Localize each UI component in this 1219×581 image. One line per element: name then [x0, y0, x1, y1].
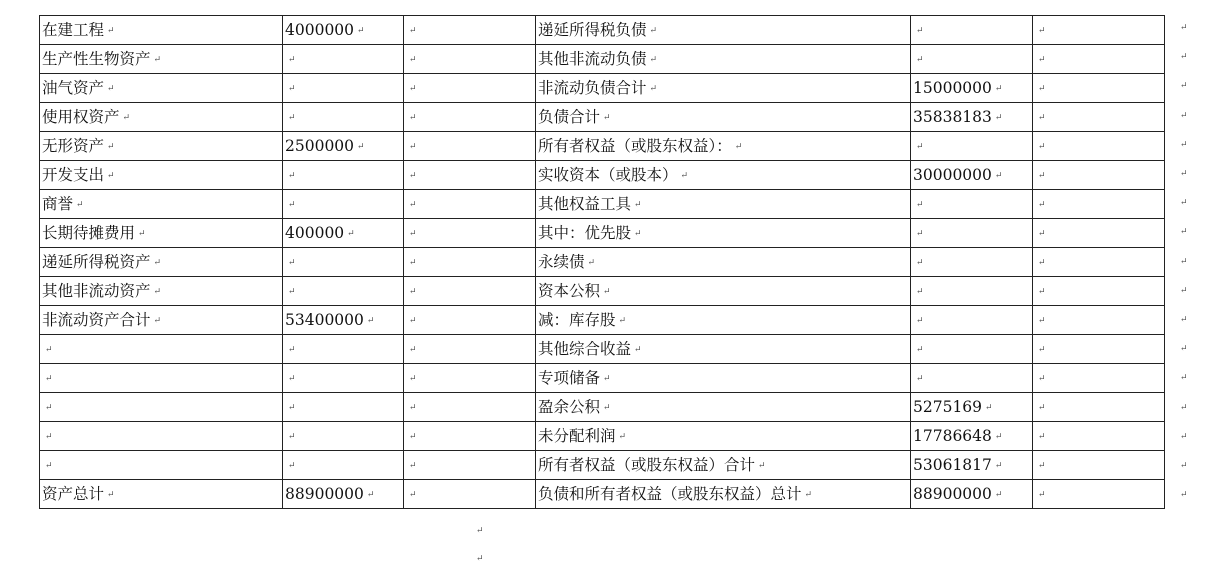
cell-end-mark: ↵: [409, 344, 417, 355]
liability-item-value-text: 30000000: [913, 166, 992, 184]
cell-end-mark: ↵: [1038, 402, 1046, 413]
liability-item-label[interactable]: [536, 480, 911, 509]
asset-item-label[interactable]: [40, 422, 283, 451]
asset-item-blank[interactable]: [404, 103, 536, 132]
cell-end-mark: ↵: [409, 228, 417, 239]
cell-end-mark: ↵: [288, 257, 296, 268]
liability-item-label-text: 所有者权益（或股东权益）：: [538, 137, 732, 155]
asset-item-blank[interactable]: [404, 277, 536, 306]
liability-item-value[interactable]: [911, 451, 1033, 480]
asset-item-blank[interactable]: [404, 190, 536, 219]
table-row: [40, 422, 1165, 451]
liability-item-value-text: 15000000: [913, 79, 992, 97]
liability-item-label-text: 其他综合收益: [538, 340, 632, 358]
asset-item-blank[interactable]: [404, 422, 536, 451]
asset-item-blank[interactable]: [404, 45, 536, 74]
liability-item-blank[interactable]: [1033, 480, 1165, 509]
liability-item-label-text: 减：库存股: [538, 311, 616, 329]
cell-end-mark: ↵: [916, 344, 924, 355]
liability-item-blank[interactable]: [1033, 393, 1165, 422]
asset-item-label[interactable]: [40, 306, 283, 335]
cell-end-mark: ↵: [409, 141, 417, 152]
liability-item-label[interactable]: [536, 306, 911, 335]
cell-end-mark: ↵: [758, 460, 766, 471]
asset-item-label-text: 资产总计: [42, 485, 105, 503]
table-row: [40, 45, 1165, 74]
cell-end-mark: ↵: [1038, 431, 1046, 442]
balance-sheet-table: [39, 15, 1165, 509]
liability-item-label[interactable]: [536, 161, 911, 190]
cell-end-mark: ↵: [288, 460, 296, 471]
cell-end-mark: ↵: [1038, 170, 1046, 181]
asset-item-blank[interactable]: [404, 335, 536, 364]
liability-item-value[interactable]: [911, 132, 1033, 161]
row-end-mark: ↵: [1180, 373, 1188, 384]
cell-end-mark: ↵: [916, 315, 924, 326]
table-row: [40, 190, 1165, 219]
asset-item-blank[interactable]: [404, 16, 536, 45]
liability-item-value[interactable]: [911, 335, 1033, 364]
liability-item-value[interactable]: [911, 422, 1033, 451]
row-end-mark: ↵: [1180, 461, 1188, 471]
cell-end-mark: ↵: [916, 141, 924, 152]
liability-item-label-text: 永续债: [538, 253, 585, 271]
table-row: [40, 103, 1165, 132]
cell-end-mark: ↵: [1038, 112, 1046, 123]
asset-item-label-text: 油气资产: [42, 79, 105, 97]
liability-item-blank[interactable]: [1033, 422, 1165, 451]
asset-item-value[interactable]: [283, 335, 404, 364]
cell-end-mark: ↵: [409, 54, 417, 65]
liability-item-label-text: 其中：优先股: [538, 224, 632, 242]
liability-item-value[interactable]: [911, 306, 1033, 335]
cell-end-mark: ↵: [649, 25, 658, 36]
cell-end-mark: ↵: [45, 344, 53, 355]
liability-item-value-text: 88900000: [913, 485, 992, 503]
asset-item-label[interactable]: [40, 451, 283, 480]
table-row: [40, 364, 1165, 393]
cell-end-mark: ↵: [138, 228, 146, 239]
cell-end-mark: ↵: [122, 112, 131, 123]
cell-end-mark: ↵: [153, 286, 162, 297]
liability-item-label[interactable]: [536, 45, 911, 74]
cell-end-mark: ↵: [916, 286, 924, 297]
asset-item-label[interactable]: [40, 103, 283, 132]
cell-end-mark: ↵: [1038, 199, 1046, 210]
asset-item-value-text: 400000: [285, 224, 345, 242]
cell-end-mark: ↵: [804, 489, 813, 500]
cell-end-mark: ↵: [994, 431, 1003, 442]
asset-item-value-text: 53400000: [285, 311, 364, 329]
cell-end-mark: ↵: [916, 228, 924, 239]
liability-item-value[interactable]: [911, 45, 1033, 74]
asset-item-label[interactable]: [40, 132, 283, 161]
liability-item-blank[interactable]: [1033, 248, 1165, 277]
liability-item-value[interactable]: [911, 190, 1033, 219]
cell-end-mark: ↵: [288, 199, 296, 210]
cell-end-mark: ↵: [1038, 460, 1046, 471]
liability-item-label-text: 负债和所有者权益（或股东权益）总计: [538, 485, 802, 503]
balance-sheet-body: [40, 16, 1165, 509]
asset-item-label-text: 非流动资产合计: [42, 311, 151, 329]
cell-end-mark: ↵: [994, 83, 1003, 94]
cell-end-mark: ↵: [1038, 489, 1046, 500]
asset-item-blank[interactable]: [404, 219, 536, 248]
row-end-mark: ↵: [1180, 256, 1188, 267]
cell-end-mark: ↵: [409, 257, 417, 268]
cell-end-mark: ↵: [649, 54, 658, 65]
cell-end-mark: ↵: [45, 402, 53, 413]
liability-item-label-text: 盈余公积: [538, 398, 601, 416]
asset-item-label-text: 开发支出: [42, 166, 105, 184]
liability-item-blank[interactable]: [1033, 74, 1165, 103]
asset-item-value[interactable]: [283, 132, 404, 161]
cell-end-mark: ↵: [409, 489, 417, 500]
cell-end-mark: ↵: [1038, 286, 1046, 297]
cell-end-mark: ↵: [1038, 83, 1046, 94]
table-row: [40, 16, 1165, 45]
asset-item-label[interactable]: [40, 74, 283, 103]
asset-item-label-text: 无形资产: [42, 137, 105, 155]
asset-item-label[interactable]: [40, 45, 283, 74]
asset-item-blank[interactable]: [404, 74, 536, 103]
cell-end-mark: ↵: [288, 54, 296, 65]
liability-item-label-text: 递延所得税负债: [538, 21, 647, 39]
liability-item-label[interactable]: [536, 219, 911, 248]
liability-item-value[interactable]: [911, 364, 1033, 393]
liability-item-label-text: 专项储备: [538, 369, 601, 387]
liability-item-label-text: 其他非流动负债: [538, 50, 647, 68]
cell-end-mark: ↵: [107, 25, 115, 36]
cell-end-mark: ↵: [916, 373, 924, 384]
liability-item-label[interactable]: [536, 132, 911, 161]
row-end-mark: ↵: [1180, 139, 1188, 150]
liability-item-blank[interactable]: [1033, 451, 1165, 480]
cell-end-mark: ↵: [45, 373, 53, 384]
cell-end-mark: ↵: [634, 199, 642, 210]
table-row: [40, 451, 1165, 480]
cell-end-mark: ↵: [916, 257, 924, 268]
liability-item-blank[interactable]: [1033, 16, 1165, 45]
table-row: [40, 306, 1165, 335]
asset-item-value[interactable]: [283, 161, 404, 190]
liability-item-label[interactable]: [536, 393, 911, 422]
cell-end-mark: ↵: [288, 286, 296, 297]
liability-item-value[interactable]: [911, 248, 1033, 277]
asset-item-blank[interactable]: [404, 248, 536, 277]
asset-item-value[interactable]: [283, 103, 404, 132]
liability-item-value[interactable]: [911, 74, 1033, 103]
cell-end-mark: ↵: [994, 489, 1003, 500]
table-row: [40, 74, 1165, 103]
liability-item-value-text: 17786648: [913, 427, 992, 445]
cell-end-mark: ↵: [45, 460, 53, 471]
cell-end-mark: ↵: [153, 315, 162, 326]
cell-end-mark: ↵: [357, 25, 365, 36]
cell-end-mark: ↵: [1038, 257, 1046, 268]
asset-item-blank[interactable]: [404, 393, 536, 422]
table-row: [40, 219, 1165, 248]
asset-item-label[interactable]: [40, 219, 283, 248]
cell-end-mark: ↵: [153, 257, 162, 268]
cell-end-mark: ↵: [288, 83, 296, 94]
asset-item-label-text: 商誉: [42, 195, 74, 213]
row-end-mark: ↵: [1180, 402, 1188, 413]
cell-end-mark: ↵: [288, 402, 296, 413]
liability-item-label-text: 其他权益工具: [538, 195, 632, 213]
liability-item-blank[interactable]: [1033, 219, 1165, 248]
asset-item-blank[interactable]: [404, 306, 536, 335]
liability-item-blank[interactable]: [1033, 103, 1165, 132]
liability-item-blank[interactable]: [1033, 132, 1165, 161]
asset-item-value-text: 2500000: [285, 137, 355, 155]
table-row: [40, 132, 1165, 161]
asset-item-blank[interactable]: [404, 132, 536, 161]
cell-end-mark: ↵: [916, 199, 924, 210]
liability-item-value[interactable]: [911, 16, 1033, 45]
row-end-mark: ↵: [1180, 490, 1188, 501]
row-end-mark: ↵: [1180, 285, 1188, 296]
asset-item-value-text: 4000000: [285, 21, 355, 39]
cell-end-mark: ↵: [603, 402, 611, 413]
cell-end-mark: ↵: [994, 112, 1003, 123]
asset-item-label[interactable]: [40, 190, 283, 219]
cell-end-mark: ↵: [680, 170, 689, 181]
cell-end-mark: ↵: [153, 54, 162, 65]
asset-item-label[interactable]: [40, 16, 283, 45]
cell-end-mark: ↵: [1038, 141, 1046, 152]
liability-item-value[interactable]: [911, 480, 1033, 509]
row-end-mark: ↵: [1180, 23, 1188, 33]
cell-end-mark: ↵: [409, 199, 417, 210]
liability-item-value-text: 5275169: [913, 398, 983, 416]
cell-end-mark: ↵: [994, 170, 1003, 181]
cell-end-mark: ↵: [288, 170, 296, 181]
asset-item-blank[interactable]: [404, 364, 536, 393]
cell-end-mark: ↵: [1038, 373, 1046, 384]
paragraph-mark: ↵: [476, 526, 484, 536]
asset-item-value[interactable]: [283, 248, 404, 277]
asset-item-label[interactable]: [40, 161, 283, 190]
liability-item-label[interactable]: [536, 364, 911, 393]
liability-item-label-text: 所有者权益（或股东权益）合计: [538, 456, 756, 474]
asset-item-label[interactable]: [40, 480, 283, 509]
asset-item-value[interactable]: [283, 422, 404, 451]
cell-end-mark: ↵: [734, 141, 743, 152]
asset-item-value[interactable]: [283, 306, 404, 335]
row-end-mark: ↵: [1180, 110, 1188, 121]
row-end-mark: ↵: [1180, 81, 1188, 92]
cell-end-mark: ↵: [1038, 228, 1046, 239]
asset-item-blank[interactable]: [404, 451, 536, 480]
cell-end-mark: ↵: [916, 54, 924, 65]
cell-end-mark: ↵: [409, 112, 417, 123]
asset-item-label[interactable]: [40, 335, 283, 364]
row-end-mark: ↵: [1180, 315, 1188, 325]
cell-end-mark: ↵: [107, 170, 115, 181]
cell-end-mark: ↵: [409, 373, 417, 384]
liability-item-blank[interactable]: [1033, 277, 1165, 306]
asset-item-value[interactable]: [283, 45, 404, 74]
cell-end-mark: ↵: [409, 460, 417, 471]
cell-end-mark: ↵: [409, 402, 417, 413]
asset-item-value[interactable]: [283, 364, 404, 393]
cell-end-mark: ↵: [916, 25, 924, 36]
asset-item-value[interactable]: [283, 74, 404, 103]
asset-item-label-text: 生产性生物资产: [42, 50, 151, 68]
cell-end-mark: ↵: [994, 460, 1003, 471]
cell-end-mark: ↵: [288, 373, 296, 384]
asset-item-value[interactable]: [283, 451, 404, 480]
liability-item-blank[interactable]: [1033, 161, 1165, 190]
table-row: [40, 335, 1165, 364]
liability-item-value[interactable]: [911, 219, 1033, 248]
liability-item-blank[interactable]: [1033, 364, 1165, 393]
cell-end-mark: ↵: [1038, 315, 1046, 326]
asset-item-blank[interactable]: [404, 480, 536, 509]
liability-item-value-text: 53061817: [913, 456, 992, 474]
liability-item-blank[interactable]: [1033, 190, 1165, 219]
cell-end-mark: ↵: [288, 344, 296, 355]
liability-item-label[interactable]: [536, 277, 911, 306]
row-end-mark: ↵: [1180, 227, 1188, 238]
cell-end-mark: ↵: [45, 431, 53, 442]
liability-item-label-text: 实收资本（或股本）: [538, 166, 678, 184]
asset-item-label-text: 递延所得税资产: [42, 253, 151, 271]
liability-item-label[interactable]: [536, 335, 911, 364]
cell-end-mark: ↵: [107, 83, 115, 94]
table-row: [40, 393, 1165, 422]
cell-end-mark: ↵: [587, 257, 596, 268]
liability-item-label[interactable]: [536, 422, 911, 451]
cell-end-mark: ↵: [1038, 54, 1046, 65]
asset-item-label[interactable]: [40, 248, 283, 277]
liability-item-label[interactable]: [536, 451, 911, 480]
liability-item-label-text: 非流动负债合计: [538, 79, 647, 97]
cell-end-mark: ↵: [288, 431, 296, 442]
asset-item-label[interactable]: [40, 364, 283, 393]
cell-end-mark: ↵: [366, 489, 375, 500]
liability-item-value[interactable]: [911, 103, 1033, 132]
cell-end-mark: ↵: [603, 112, 611, 123]
liability-item-value[interactable]: [911, 277, 1033, 306]
cell-end-mark: ↵: [107, 141, 115, 152]
asset-item-blank[interactable]: [404, 161, 536, 190]
liability-item-value[interactable]: [911, 161, 1033, 190]
cell-end-mark: ↵: [603, 373, 611, 384]
liability-item-label[interactable]: [536, 190, 911, 219]
table-row: [40, 480, 1165, 509]
row-end-mark: ↵: [1180, 431, 1188, 442]
liability-item-label-text: 未分配利润: [538, 427, 616, 445]
cell-end-mark: ↵: [618, 315, 627, 326]
cell-end-mark: ↵: [409, 315, 417, 326]
cell-end-mark: ↵: [634, 344, 642, 355]
cell-end-mark: ↵: [357, 141, 365, 152]
asset-item-value[interactable]: [283, 190, 404, 219]
cell-end-mark: ↵: [649, 83, 658, 94]
table-row: [40, 161, 1165, 190]
cell-end-mark: ↵: [1038, 344, 1046, 355]
liability-item-label-text: 负债合计: [538, 108, 601, 126]
liability-item-label[interactable]: [536, 103, 911, 132]
cell-end-mark: ↵: [366, 315, 375, 326]
cell-end-mark: ↵: [618, 431, 627, 442]
cell-end-mark: ↵: [409, 170, 417, 181]
liability-item-label[interactable]: [536, 74, 911, 103]
cell-end-mark: ↵: [288, 112, 296, 123]
cell-end-mark: ↵: [409, 431, 417, 442]
cell-end-mark: ↵: [76, 199, 84, 210]
asset-item-value-text: 88900000: [285, 485, 364, 503]
table-row: [40, 277, 1165, 306]
asset-item-label[interactable]: [40, 393, 283, 422]
liability-item-value[interactable]: [911, 393, 1033, 422]
cell-end-mark: ↵: [634, 228, 642, 239]
liability-item-label-text: 资本公积: [538, 282, 601, 300]
asset-item-label-text: 长期待摊费用: [42, 224, 136, 242]
asset-item-value[interactable]: [283, 219, 404, 248]
asset-item-label-text: 其他非流动资产: [42, 282, 151, 300]
cell-end-mark: ↵: [409, 83, 417, 94]
cell-end-mark: ↵: [409, 25, 417, 36]
asset-item-value[interactable]: [283, 393, 404, 422]
row-end-mark: ↵: [1180, 169, 1188, 179]
row-end-mark: ↵: [1180, 198, 1188, 209]
asset-item-value[interactable]: [283, 16, 404, 45]
asset-item-value[interactable]: [283, 480, 404, 509]
asset-item-label[interactable]: [40, 277, 283, 306]
asset-item-label-text: 在建工程: [42, 21, 105, 39]
cell-end-mark: ↵: [107, 489, 115, 500]
cell-end-mark: ↵: [347, 228, 355, 239]
asset-item-value[interactable]: [283, 277, 404, 306]
asset-item-label-text: 使用权资产: [42, 108, 120, 126]
row-end-mark: ↵: [1180, 52, 1188, 63]
liability-item-blank[interactable]: [1033, 335, 1165, 364]
table-row: [40, 248, 1165, 277]
cell-end-mark: ↵: [1038, 25, 1046, 36]
paragraph-mark: ↵: [476, 554, 484, 564]
liability-item-value-text: 35838183: [913, 108, 992, 126]
liability-item-blank[interactable]: [1033, 306, 1165, 335]
cell-end-mark: ↵: [985, 402, 993, 413]
row-end-mark: ↵: [1180, 344, 1188, 355]
cell-end-mark: ↵: [603, 286, 611, 297]
liability-item-blank[interactable]: [1033, 45, 1165, 74]
liability-item-label[interactable]: [536, 16, 911, 45]
cell-end-mark: ↵: [409, 286, 417, 297]
liability-item-label[interactable]: [536, 248, 911, 277]
